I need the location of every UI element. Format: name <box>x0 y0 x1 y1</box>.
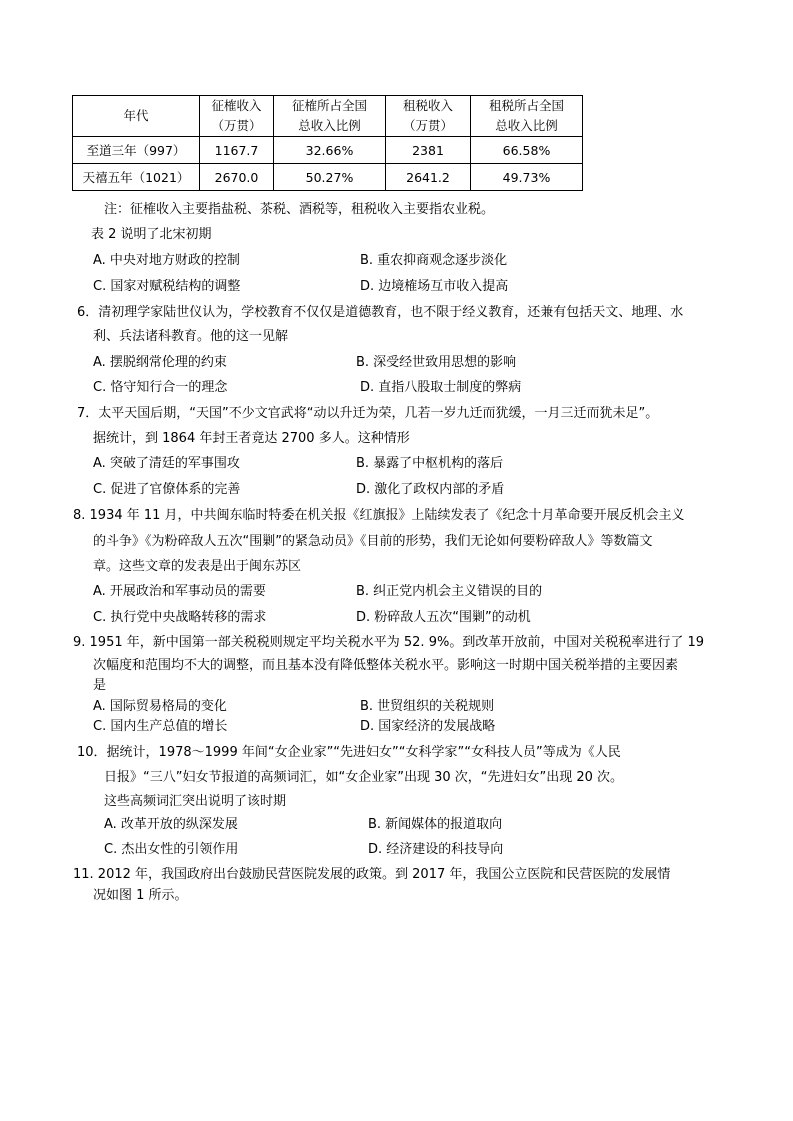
table-row <box>73 164 583 191</box>
q10-stem-line3: 这些高频词汇突出说明了该时期 <box>104 794 287 809</box>
q6-option-d[interactable]: D. 直指八股取士制度的弊病 <box>360 380 522 395</box>
q10-option-a[interactable]: A. 改革开放的纵深发展 <box>104 817 238 832</box>
q10-option-c[interactable]: C. 杰出女性的引领作用 <box>104 842 239 857</box>
table-note: 注：征榷收入主要指盐税、茶税、酒税等，租税收入主要指农业税。 <box>104 202 495 217</box>
revenue-table <box>72 95 583 191</box>
q7-option-d[interactable]: D. 激化了政权内部的矛盾 <box>356 482 505 497</box>
table-header-row <box>73 96 583 137</box>
q8-option-d[interactable]: D. 粉碎敌人五次“围剿”的动机 <box>356 610 531 625</box>
col-header-zhengque-income: 征榷收入 （万贯） <box>200 96 274 137</box>
table-cell: 32.66% <box>274 137 386 164</box>
q6-stem-line2: 利、兵法诸科教育。他的这一见解 <box>93 329 289 344</box>
col-header-zushui-ratio: 租税所占全国 总收入比例 <box>471 96 583 137</box>
q8-option-c[interactable]: C. 执行党中央战略转移的需求 <box>93 610 267 625</box>
q9-option-a[interactable]: A. 国际贸易格局的变化 <box>93 699 227 714</box>
col-header-zhengque-ratio: 征榷所占全国 总收入比例 <box>274 96 386 137</box>
q9-stem-line1: 9. 1951 年，新中国第一部关税税则规定平均关税水平为 52. 9%。到改革开放前，中国对关税税率进行了 19 <box>73 635 704 650</box>
q7-stem-line2: 据统计，到 1864 年封王者竟达 2700 多人。这种情形 <box>93 431 410 446</box>
table-row <box>73 137 583 164</box>
q9-option-b[interactable]: B. 世贸组织的关税规则 <box>360 699 495 714</box>
q5-option-a[interactable]: A. 中央对地方财政的控制 <box>93 253 240 268</box>
q6-option-b[interactable]: B. 深受经世致用思想的影响 <box>356 355 517 370</box>
q5-option-b[interactable]: B. 重农抑商观念逐步淡化 <box>360 253 508 268</box>
table-cell: 50.27% <box>274 164 386 191</box>
q5-option-d[interactable]: D. 边境榷场互市收入提高 <box>360 279 509 294</box>
table-cell: 至道三年（997） <box>73 137 200 164</box>
table-cell: 1167.7 <box>200 137 274 164</box>
q8-option-b[interactable]: B. 纠正党内机会主义错误的目的 <box>356 584 543 599</box>
q6-stem-line1: 6．清初理学家陆世仪认为，学校教育不仅仅是道德教育，也不限于经义教育，还兼有包括天文、地理、水 <box>77 305 684 320</box>
q5-option-c[interactable]: C. 国家对赋税结构的调整 <box>93 279 241 294</box>
q7-stem-line1: 7．太平天国后期，“天国”不少文官武将“动以升迁为荣，几若一岁九迁而犹缓，一月三迁而犹未足”。 <box>77 406 659 421</box>
table-cell: 2381 <box>386 137 471 164</box>
q9-stem-line2: 次幅度和范围均不大的调整，而且基本没有降低整体关税水平。影响这一时期中国关税举措的主要因素 <box>93 658 679 673</box>
col-header-zushui-income: 租税收入 （万贯） <box>386 96 471 137</box>
q6-option-c[interactable]: C. 恪守知行合一的理念 <box>93 380 228 395</box>
table-cell: 49.73% <box>471 164 583 191</box>
q9-option-d[interactable]: D. 国家经济的发展战略 <box>360 719 496 734</box>
q8-option-a[interactable]: A. 开展政治和军事动员的需要 <box>93 584 266 599</box>
q7-option-b[interactable]: B. 暴露了中枢机构的落后 <box>356 456 504 471</box>
q5-stem: 表 2 说明了北宋初期 <box>91 227 212 242</box>
col-header-era: 年代 <box>73 96 200 137</box>
table-cell: 2641.2 <box>386 164 471 191</box>
q7-option-c[interactable]: C. 促进了官僚体系的完善 <box>93 482 241 497</box>
q11-stem-line2: 况如图 1 所示。 <box>93 888 188 903</box>
table-cell: 66.58% <box>471 137 583 164</box>
q8-stem-line3: 章。这些文章的发表是出于闽东苏区 <box>93 559 302 574</box>
q10-stem-line2: 日报》“三八”妇女节报道的高频词汇，如“女企业家”出现 30 次，“先进妇女”出现 20 次。 <box>104 770 624 785</box>
q10-option-b[interactable]: B. 新闻媒体的报道取向 <box>368 817 503 832</box>
q8-stem-line2: 的斗争》《为粉碎敌人五次“围剿”的紧急动员》《目前的形势，我们无论如何要粉碎敌人》等数篇文 <box>93 534 653 549</box>
q8-stem-line1: 8. 1934 年 11 月，中共闽东临时特委在机关报《红旗报》上陆续发表了《纪念十月革命要开展反机会主义 <box>73 508 685 523</box>
q10-option-d[interactable]: D. 经济建设的科技导向 <box>368 842 504 857</box>
q11-stem-line1: 11. 2012 年，我国政府出台鼓励民营医院发展的政策。到 2017 年，我国公立医院和民营医院的发展情 <box>73 867 671 882</box>
q7-option-a[interactable]: A. 突破了清廷的军事围攻 <box>93 456 240 471</box>
q10-stem-line1: 10．据统计，1978～1999 年间“女企业家”“先进妇女”“女科学家”“女科技人员”等成为《人民 <box>77 745 621 760</box>
table-cell: 天禧五年（1021） <box>73 164 200 191</box>
q6-option-a[interactable]: A. 摆脱纲常伦理的约束 <box>93 355 227 370</box>
q9-stem-line3: 是 <box>93 678 107 693</box>
q9-option-c[interactable]: C. 国内生产总值的增长 <box>93 719 228 734</box>
table-cell: 2670.0 <box>200 164 274 191</box>
